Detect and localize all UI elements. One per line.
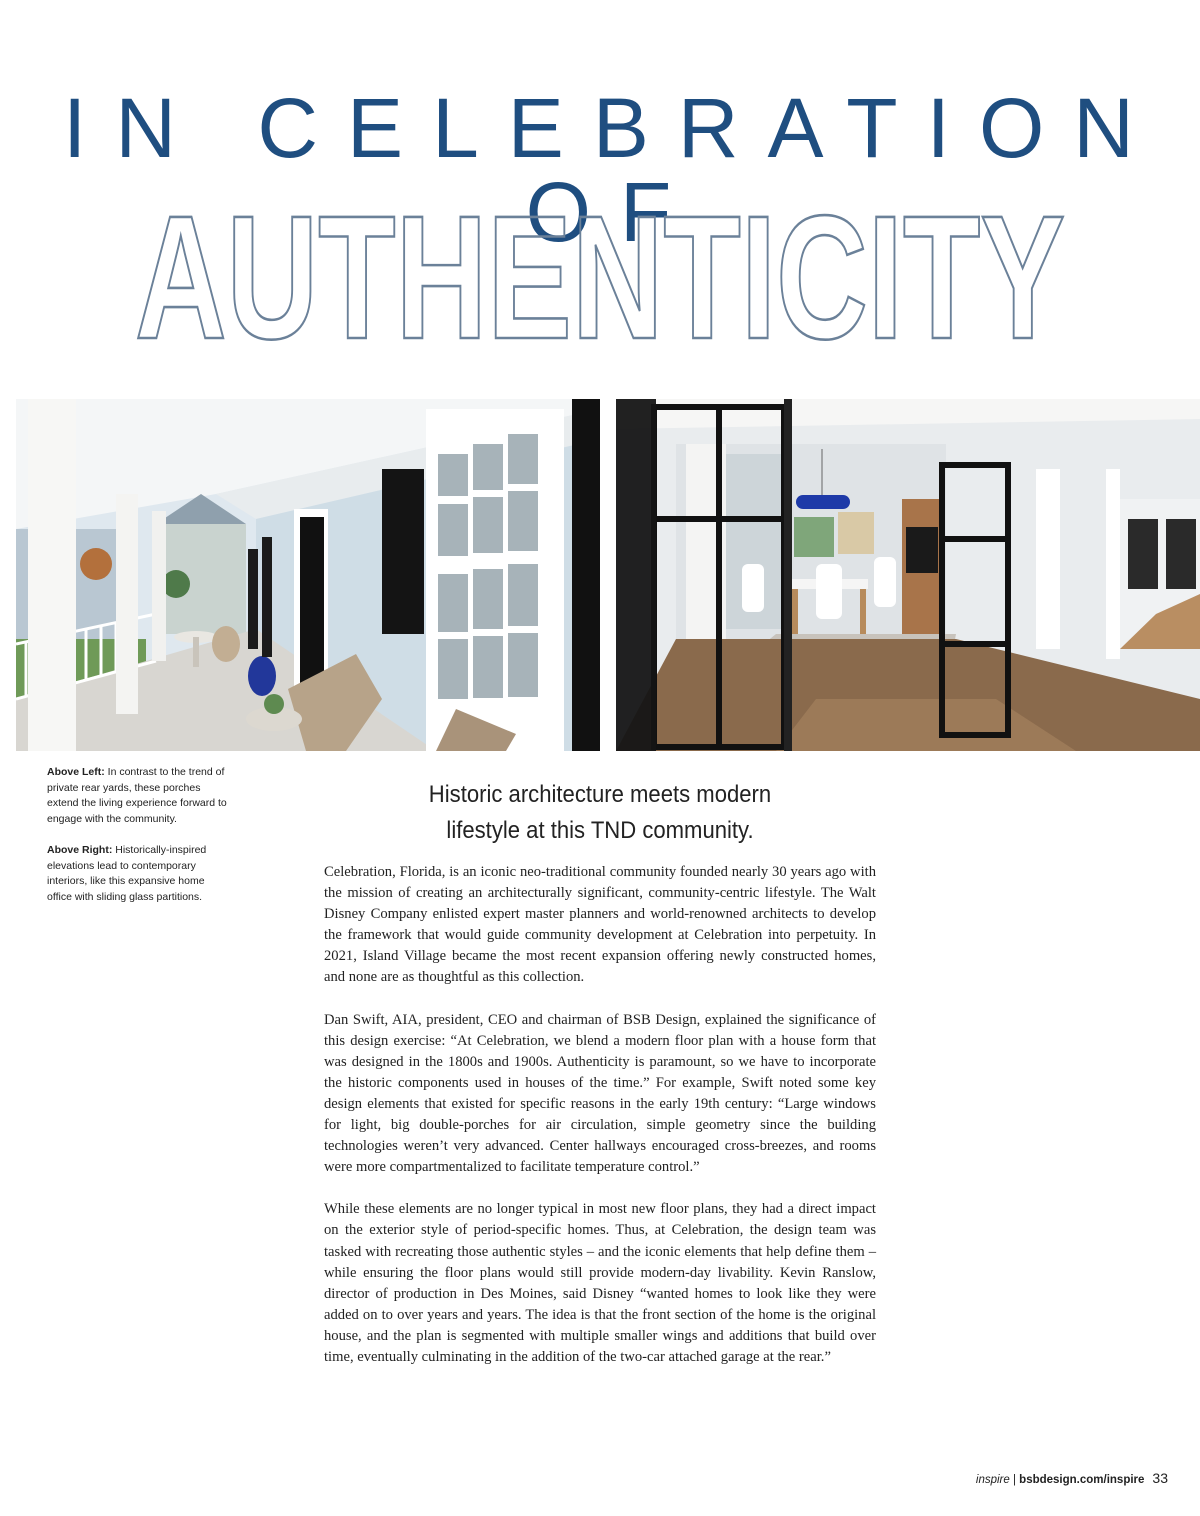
headline-title-text: AUTHENTICITY — [135, 188, 1065, 358]
article-body — [324, 862, 876, 1389]
deck-line-2: lifestyle at this TND community. — [446, 817, 754, 844]
body-paragraph-1: Celebration, Florida, is an iconic neo-traditional community founded nearly 30 years ago with the mission of creating an architecturally significant, community-centric lifestyle. The Walt Disney Company enlisted expert master planners and world-renowned architects to develop the framework that would guide community development at Celebration into perpetuity. In 2021, Island Village became the most recent expansion offering newly constructed homes, and none are as thoughtful as this collection. — [324, 864, 876, 986]
deck-line-1: Historic architecture meets modern — [428, 781, 772, 808]
caption-right-label: Above Right: — [47, 843, 113, 856]
home-office-photo — [616, 399, 1200, 751]
footer-publication: inspire — [975, 1474, 1010, 1486]
caption-left-text: In contrast to the trend of private rear yards, these porches extend the living experience forward to engage with the community. — [47, 766, 227, 826]
headline-kicker: IN CELEBRATION OF — [63, 81, 1163, 259]
page-footer — [976, 1470, 1168, 1486]
porch-photo — [16, 399, 600, 751]
footer-url[interactable]: bsbdesign.com/inspire — [1019, 1474, 1145, 1486]
body-paragraph-2: Dan Swift, AIA, president, CEO and chairman of BSB Design, explained the significance of this design exercise: “At Celebration, we blend a modern floor plan with a house form that was designed in the 1800s and 1900s. Authenticity is paramount, so we have to incorporate the historic components used in houses of the time.” For example, Swift noted some key design elements that existed for specific reasons in the early 19th century: “Large windows for light, big double-porches for air circulation, simple geometry since the building technologies weren’t very advanced. Center hallways encouraged cross-breezes, and rooms were more compartmentalized to facilitate temperature control.” — [324, 1011, 876, 1176]
headline-title — [118, 188, 1082, 358]
caption-left — [47, 765, 232, 828]
page-number: 33 — [1152, 1470, 1168, 1486]
deck — [398, 777, 803, 849]
body-paragraph-3: While these elements are no longer typical in most new floor plans, they had a direct impact on the exterior style of period-specific homes. Thus, at Celebration, the design team was tasked with recreating those authentic styles – and the iconic elements that help define them – while ensuring the floor plans would still provide modern-day livability. Kevin Ranslow, director of production in Des Moines, said Disney “wanted homes to look like they were added on to over years and years. The idea is that the front section of the home is the original house, and the plan is segmented with multiple smaller wings and additions that build over time, eventually culminating in the addition of the two-car attached garage at the rear.” — [324, 1201, 876, 1365]
caption-right — [47, 843, 232, 906]
footer-separator: | — [1009, 1474, 1020, 1486]
photo-captions — [47, 765, 232, 921]
caption-left-label: Above Left: — [47, 766, 105, 778]
caption-right-text: Historically-inspired elevations lead to contemporary interiors, like this expansive home office with sliding glass partitions. — [47, 843, 207, 903]
